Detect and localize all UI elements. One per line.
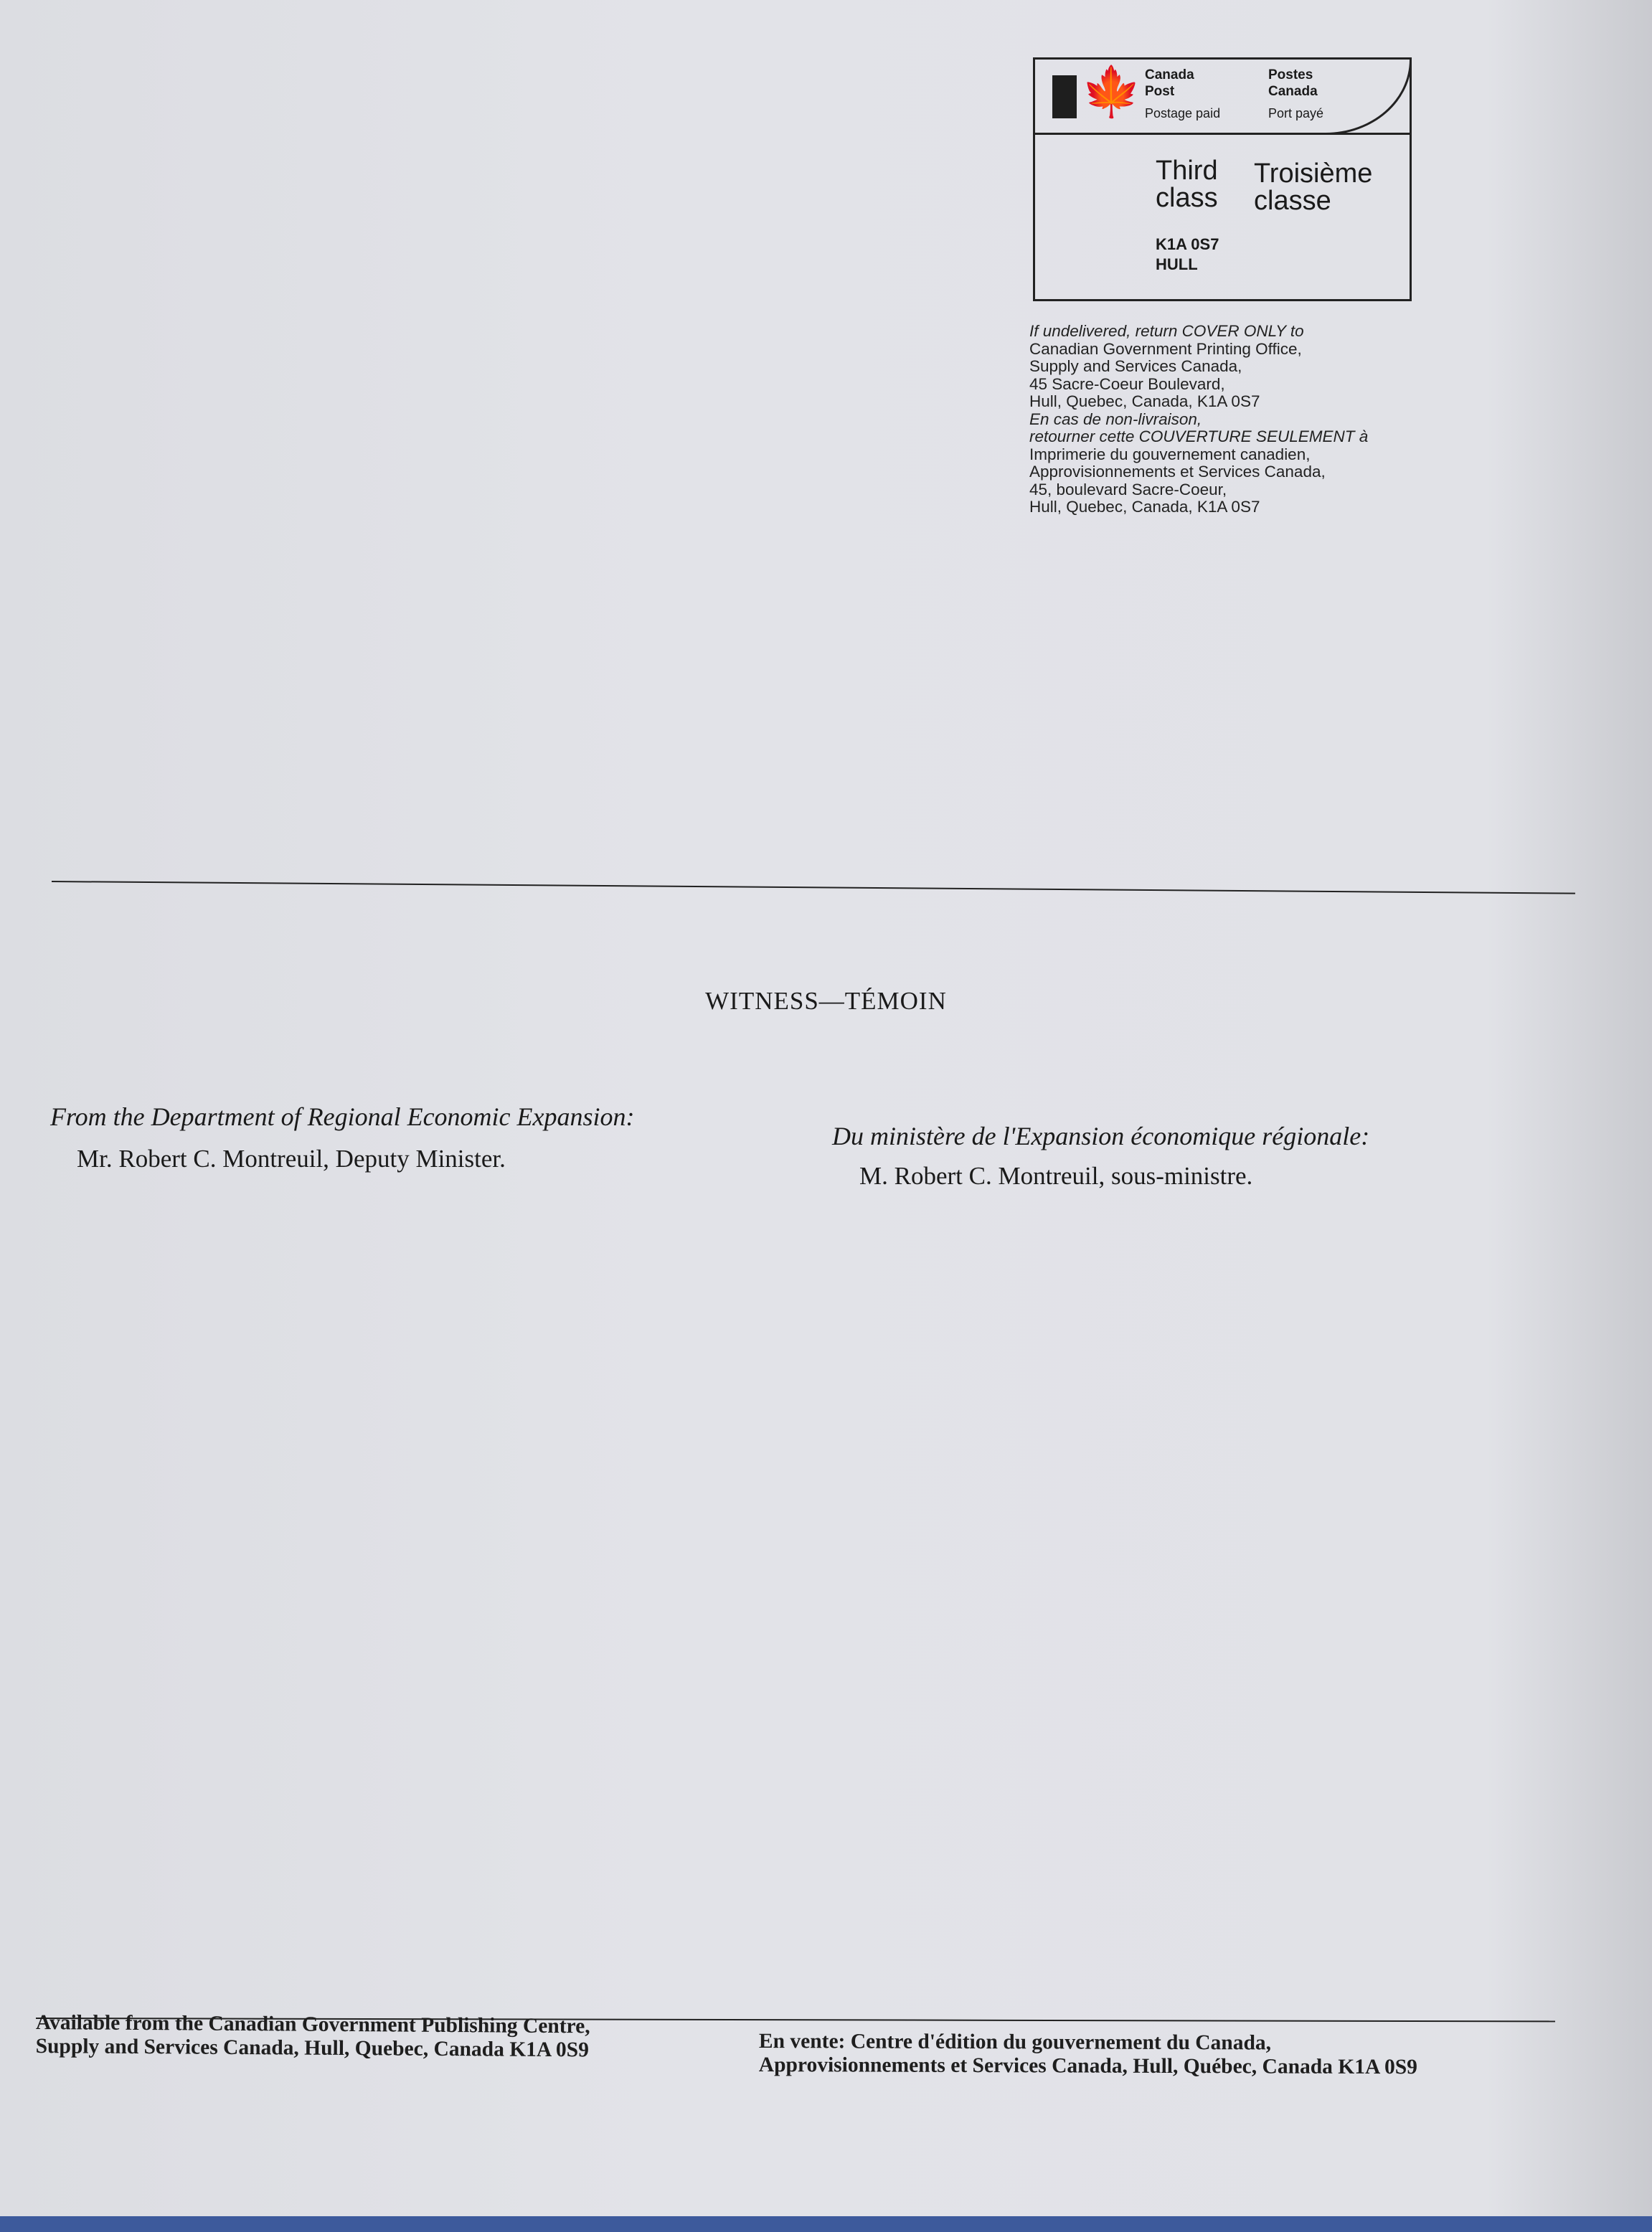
return-en-line: If undelivered, return COVER ONLY to bbox=[1029, 322, 1304, 340]
return-en-line: Supply and Services Canada, bbox=[1029, 357, 1242, 375]
canada-post-fr bbox=[1268, 67, 1318, 100]
class-fr-line1: Troisième bbox=[1254, 159, 1373, 189]
footer-fr-line2: Approvisionnements et Services Canada, Hull, Québec, Canada K1A 0S9 bbox=[758, 2053, 1418, 2079]
postage-indicia bbox=[1033, 57, 1412, 301]
class-en-line2: class bbox=[1156, 183, 1218, 213]
postage-paid-fr: Port payé bbox=[1268, 106, 1324, 120]
class-fr bbox=[1254, 160, 1372, 214]
maple-leaf-icon: 🍁 bbox=[1081, 64, 1142, 120]
footer-fr bbox=[759, 2030, 1417, 2079]
return-en-line: Canadian Government Printing Office, bbox=[1029, 339, 1302, 358]
canada-post-en-line2: Post bbox=[1145, 84, 1175, 99]
return-en-line: 45 Sacre-Coeur Boulevard, bbox=[1029, 374, 1225, 393]
canada-post-fr-line2: Canada bbox=[1268, 84, 1318, 99]
return-fr-line: En cas de non-livraison, bbox=[1029, 410, 1202, 428]
witness-fr-department-text: Du ministère de l'Expansion économique régionale bbox=[832, 1122, 1361, 1150]
canada-post-en-line1: Canada bbox=[1145, 67, 1194, 82]
witness-heading: WITNESS—TÉMOIN bbox=[705, 987, 947, 1015]
flag-bar-graphic bbox=[1052, 75, 1077, 118]
witness-fr-department: Du ministère de l'Expansion économique régionale: bbox=[832, 1122, 1370, 1150]
footer-fr-line1: En vente: Centre d'édition du gouvernement du Canada, bbox=[758, 2030, 1272, 2055]
witness-fr-name: M. Robert C. Montreuil, sous-ministre. bbox=[859, 1162, 1253, 1190]
indicia-city: HULL bbox=[1156, 255, 1198, 273]
class-fr-line2: classe bbox=[1254, 186, 1331, 216]
section-divider bbox=[52, 881, 1575, 894]
canada-post-fr-line1: Postes bbox=[1268, 67, 1313, 82]
witness-en-department-text: From the Department of Regional Economic Expansion bbox=[50, 1102, 626, 1131]
bottom-edge-strip bbox=[0, 2216, 1652, 2232]
return-en bbox=[1029, 323, 1496, 411]
witness-en-name: Mr. Robert C. Montreuil, Deputy Minister. bbox=[77, 1145, 506, 1173]
return-fr bbox=[1029, 411, 1496, 516]
return-fr-line: Hull, Quebec, Canada, K1A 0S7 bbox=[1029, 498, 1260, 516]
indicia-postal-code: K1A 0S7 bbox=[1156, 235, 1219, 253]
return-en-line: Hull, Quebec, Canada, K1A 0S7 bbox=[1029, 392, 1260, 410]
footer-en-line1: Available from the Canadian Government Publishing Centre, bbox=[35, 2011, 590, 2038]
return-fr-line: Approvisionnements et Services Canada, bbox=[1029, 463, 1326, 481]
return-fr-line: retourner cette COUVERTURE SEULEMENT à bbox=[1029, 427, 1369, 445]
return-address bbox=[1029, 323, 1496, 516]
return-fr-line: 45, boulevard Sacre-Coeur, bbox=[1029, 480, 1227, 498]
canada-post-en bbox=[1145, 67, 1194, 100]
indicia-corner-curve bbox=[1323, 57, 1412, 135]
indicia-header bbox=[1035, 60, 1410, 135]
postage-paid-en: Postage paid bbox=[1145, 106, 1221, 120]
footer-en bbox=[36, 2011, 590, 2062]
class-en bbox=[1156, 157, 1218, 212]
class-en-line1: Third bbox=[1156, 156, 1218, 186]
indicia-address bbox=[1156, 235, 1219, 275]
return-fr-line: Imprimerie du gouvernement canadien, bbox=[1029, 445, 1311, 463]
footer-en-line2: Supply and Services Canada, Hull, Quebec, Canada K1A 0S9 bbox=[35, 2034, 590, 2062]
witness-en-department: From the Department of Regional Economic Expansion: bbox=[50, 1102, 635, 1131]
